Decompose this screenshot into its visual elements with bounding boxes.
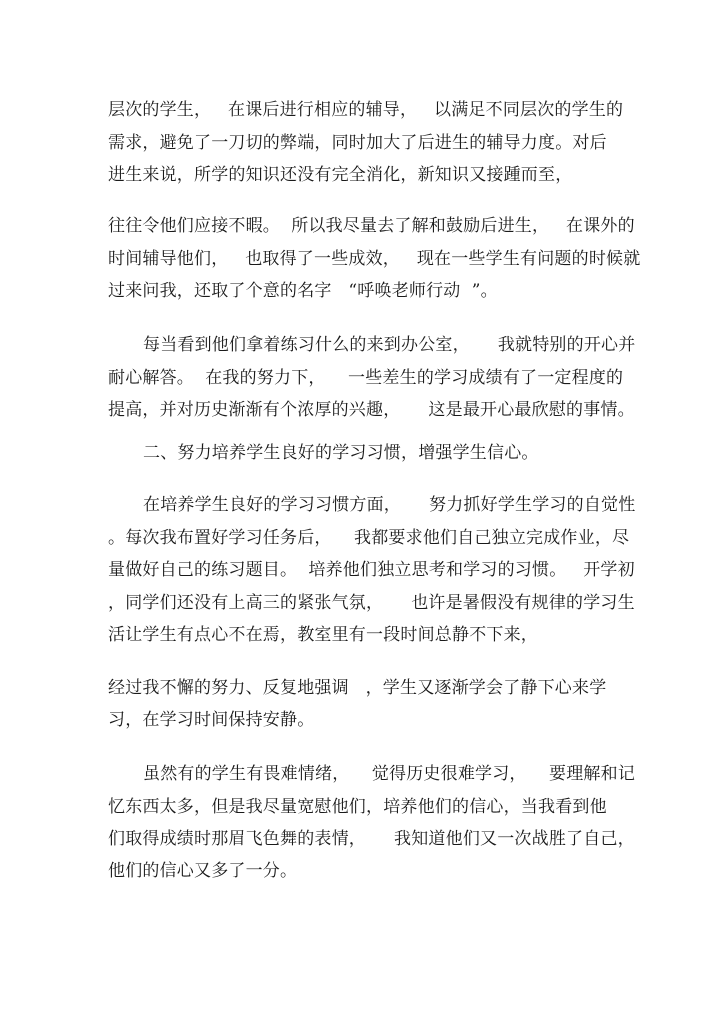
- text-line: 提高，并对历史渐渐有个浓厚的兴趣， 这是最开心最欣慰的事情。: [108, 400, 635, 420]
- text-line: 经过我不懈的努力、反复地强调 ，学生又逐渐学会了静下心来学: [108, 678, 607, 698]
- text-line: 活让学生有点心不在焉，教室里有一段时间总静不下来，: [108, 625, 538, 645]
- text-line: 们取得成绩时那眉飞色舞的表情， 我知道他们又一次战胜了自己，: [108, 829, 635, 849]
- text-line: 需求，避免了一刀切的弊端，同时加大了后进生的辅导力度。对后: [108, 133, 607, 153]
- text-line: 他们的信心又多了一分。: [108, 861, 298, 881]
- paragraph-first-line: 在培养学生良好的学习习惯方面， 努力抓好学生学习的自觉性: [143, 495, 636, 515]
- text-line: 。每次我布置好学习任务后， 我都要求他们自己独立完成作业，尽: [108, 528, 630, 548]
- section-heading: 二、努力培养学生良好的学习习惯，增强学生信心。: [143, 443, 539, 463]
- text-line: 层次的学生， 在课后进行相应的辅导， 以满足不同层次的学生的: [108, 100, 624, 120]
- text-line: 量做好自己的练习题目。 培养他们独立思考和学习的习惯。 开学初: [108, 560, 635, 580]
- text-line: 进生来说，所学的知识还没有完全消化，新知识又接踵而至，: [108, 165, 573, 185]
- text-line: 过来问我，还取了个意的名字 “呼唤老师行动 ”。: [108, 281, 498, 301]
- text-line: 耐心解答。 在我的努力下， 一些差生的学习成绩有了一定程度的: [108, 368, 624, 388]
- text-line: 往往令他们应接不暇。 所以我尽量去了解和鼓励后进生， 在课外的: [108, 216, 635, 236]
- text-line: 忆东西太多，但是我尽量宽慰他们，培养他们的信心，当我看到他: [108, 797, 607, 817]
- paragraph-first-line: 虽然有的学生有畏难情绪， 觉得历史很难学习， 要理解和记: [143, 764, 636, 784]
- text-line: 习，在学习时间保持安静。: [108, 710, 315, 730]
- paragraph-first-line: 每当看到他们拿着练习什么的来到办公室， 我就特别的开心并: [143, 335, 636, 355]
- text-line: ，同学们还没有上高三的紧张气氛， 也许是暑假没有规律的学习生: [108, 593, 635, 613]
- text-line: 时间辅导他们， 也取得了一些成效， 现在一些学生有问题的时候就: [108, 249, 641, 269]
